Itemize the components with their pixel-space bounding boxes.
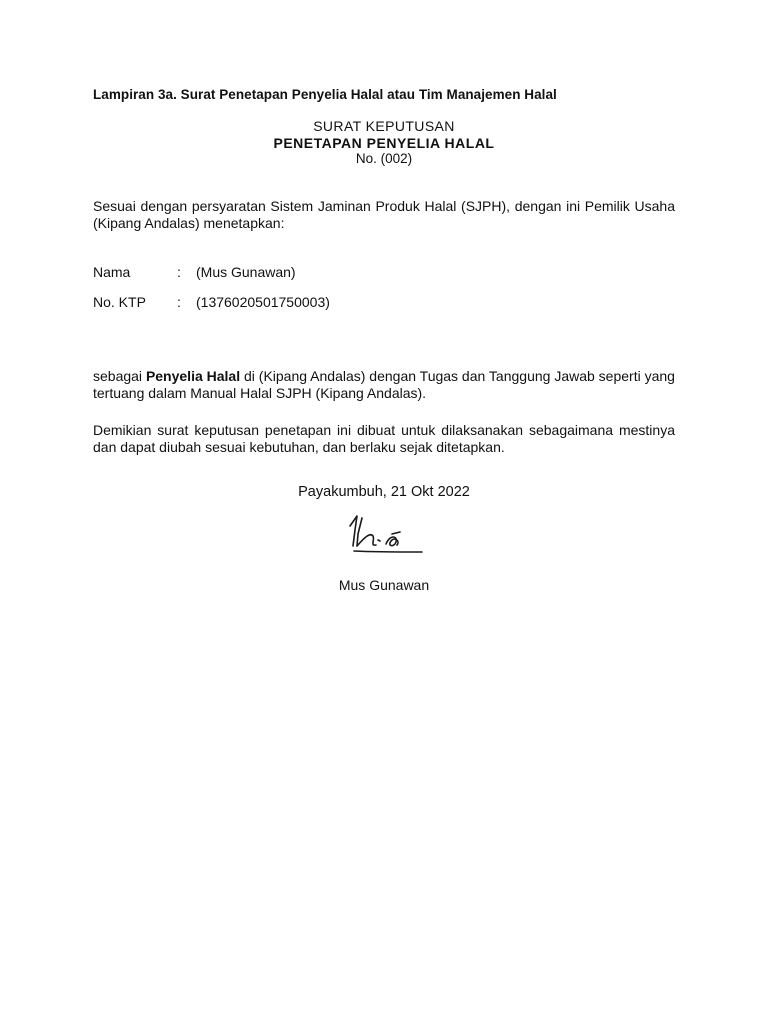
signer-name: Mus Gunawan xyxy=(338,577,430,593)
decree-number: No. (002) xyxy=(355,151,413,166)
role-name: Penyelia Halal xyxy=(145,368,241,384)
ktp-colon: : xyxy=(177,294,181,310)
place-date: Payakumbuh, 21 Okt 2022 xyxy=(298,484,470,500)
intro-paragraph: Sesuai dengan persyaratan Sistem Jaminan Produk Halal (SJPH), dengan ini Pemilik Usaha (Kipang Andalas) menetapkan: xyxy=(93,198,675,231)
decree-subtitle: PENETAPAN PENYELIA HALAL xyxy=(273,135,495,151)
role-suffix: di (Kipang Andalas) dengan Tugas dan Tanggung Jawab seperti yang tertuang dalam Manual Halal SJPH (Kipang Andalas). xyxy=(93,368,675,401)
decree-title: SURAT KEPUTUSAN xyxy=(313,118,455,134)
name-label: Nama xyxy=(93,264,131,280)
ktp-value: (1376020501750003) xyxy=(196,294,330,310)
signature-image xyxy=(340,508,430,558)
ktp-label: No. KTP xyxy=(93,294,146,310)
role-prefix: sebagai xyxy=(93,368,146,384)
name-colon: : xyxy=(177,264,181,280)
attachment-title: Lampiran 3a. Surat Penetapan Penyelia Halal atau Tim Manajemen Halal xyxy=(93,87,557,102)
name-value: (Mus Gunawan) xyxy=(196,264,296,280)
role-paragraph xyxy=(93,368,675,402)
closing-paragraph: Demikian surat keputusan penetapan ini dibuat untuk dilaksanakan sebagaimana mestinya dan dapat diubah sesuai kebutuhan, dan berlaku sejak ditetapkan. xyxy=(93,422,675,455)
